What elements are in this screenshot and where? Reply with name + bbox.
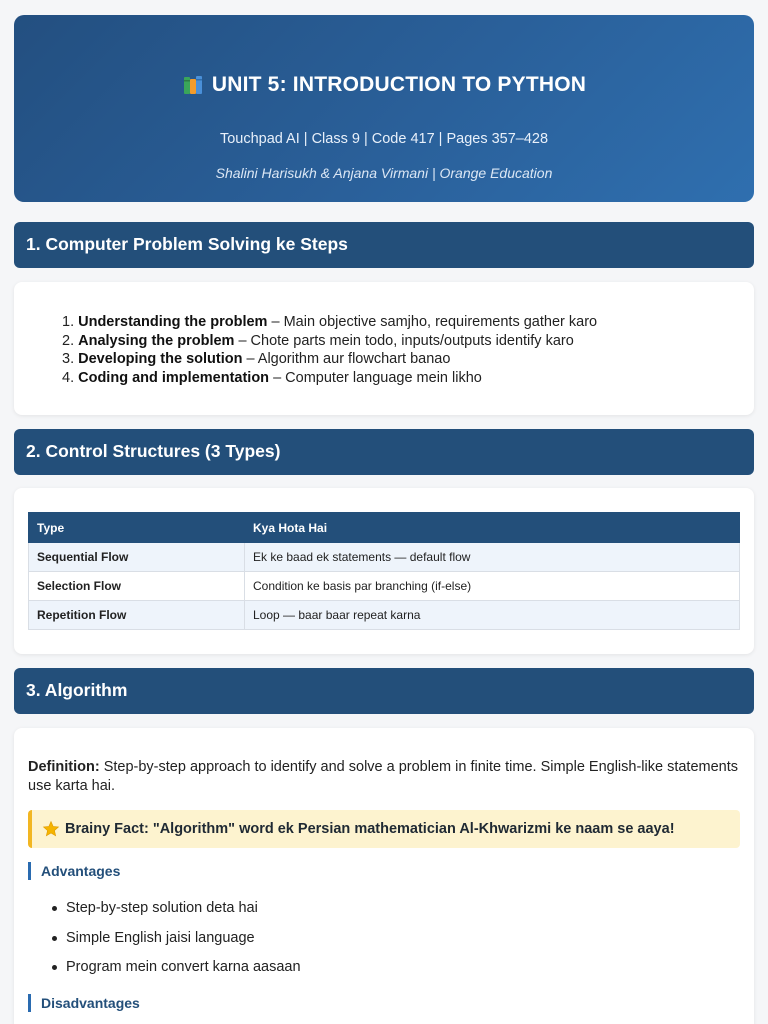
table-row: [29, 543, 740, 572]
step-desc: – Algorithm aur flowchart banao: [242, 351, 451, 368]
section-heading-steps: 1. Computer Problem Solving ke Steps: [14, 222, 754, 268]
authors-line: Shalini Harisukh & Anjana Virmani | Orange Education: [215, 165, 553, 181]
section-heading-control-structures: 2. Control Structures (3 Types): [14, 429, 754, 475]
control-structures-table: [28, 512, 740, 630]
step-term: Coding and implementation: [78, 369, 270, 386]
table-cell: Ek ke baad ek statements — default flow: [245, 543, 740, 572]
column-header: Kya Hota Hai: [245, 513, 740, 543]
step-number: 3.: [62, 351, 75, 368]
page-title-row: [14, 73, 754, 97]
table-cell: Condition ke basis par branching (if-else): [245, 572, 740, 601]
control-structures-card: [14, 488, 754, 654]
steps-card: [14, 282, 754, 415]
page-header: [14, 15, 754, 202]
section-heading-algorithm: 3. Algorithm: [14, 668, 754, 714]
list-item: Program mein convert karna aasaan: [66, 958, 301, 988]
algorithm-card: [14, 728, 754, 1024]
list-item: Step-by-step solution deta hai: [66, 899, 301, 929]
list-item: Simple English jaisi language: [66, 929, 301, 959]
step-desc: – Computer language mein likho: [269, 369, 482, 386]
step-number: 4.: [62, 369, 75, 386]
table-cell: Loop — baar baar repeat karna: [245, 601, 740, 630]
step-term: Understanding the problem: [78, 314, 268, 330]
page-title: UNIT 5: INTRODUCTION TO PYTHON: [211, 73, 587, 96]
table-header-row: [29, 513, 740, 543]
advantages-heading: Advantages: [28, 862, 120, 880]
disadvantages-heading: Disadvantages: [28, 994, 140, 1012]
table-cell: Repetition Flow: [29, 601, 245, 630]
steps-list: [62, 313, 597, 387]
table-cell: Sequential Flow: [29, 543, 245, 572]
book-stack-icon: [182, 74, 204, 96]
step-term: Analysing the problem: [78, 332, 235, 349]
definition-text: Step-by-step approach to identify and solve a problem in finite time. Simple English-like statements use karta hai.: [28, 759, 739, 794]
table-row: [29, 601, 740, 630]
list-item: [62, 313, 597, 332]
list-item: [62, 332, 597, 351]
list-item: [62, 369, 597, 388]
brainy-fact-text: Brainy Fact: "Algorithm" word ek Persian mathematician Al-Khwarizmi ke naam se aaya!: [65, 821, 675, 837]
algorithm-definition: [28, 758, 740, 796]
definition-label: Definition:: [28, 759, 100, 775]
step-term: Developing the solution: [78, 351, 243, 368]
step-desc: – Chote parts mein todo, inputs/outputs identify karo: [234, 332, 574, 349]
step-number: 2.: [62, 332, 75, 349]
advantages-list: [66, 899, 301, 988]
step-number: 1.: [62, 314, 75, 330]
column-header: Type: [29, 513, 245, 543]
star-icon: [42, 820, 60, 838]
table-row: [29, 572, 740, 601]
list-item: [62, 350, 597, 369]
course-meta: Touchpad AI | Class 9 | Code 417 | Pages 357–428: [219, 131, 549, 147]
table-cell: Selection Flow: [29, 572, 245, 601]
brainy-fact-callout: [28, 810, 740, 848]
step-desc: – Main objective samjho, requirements gather karo: [267, 314, 598, 330]
